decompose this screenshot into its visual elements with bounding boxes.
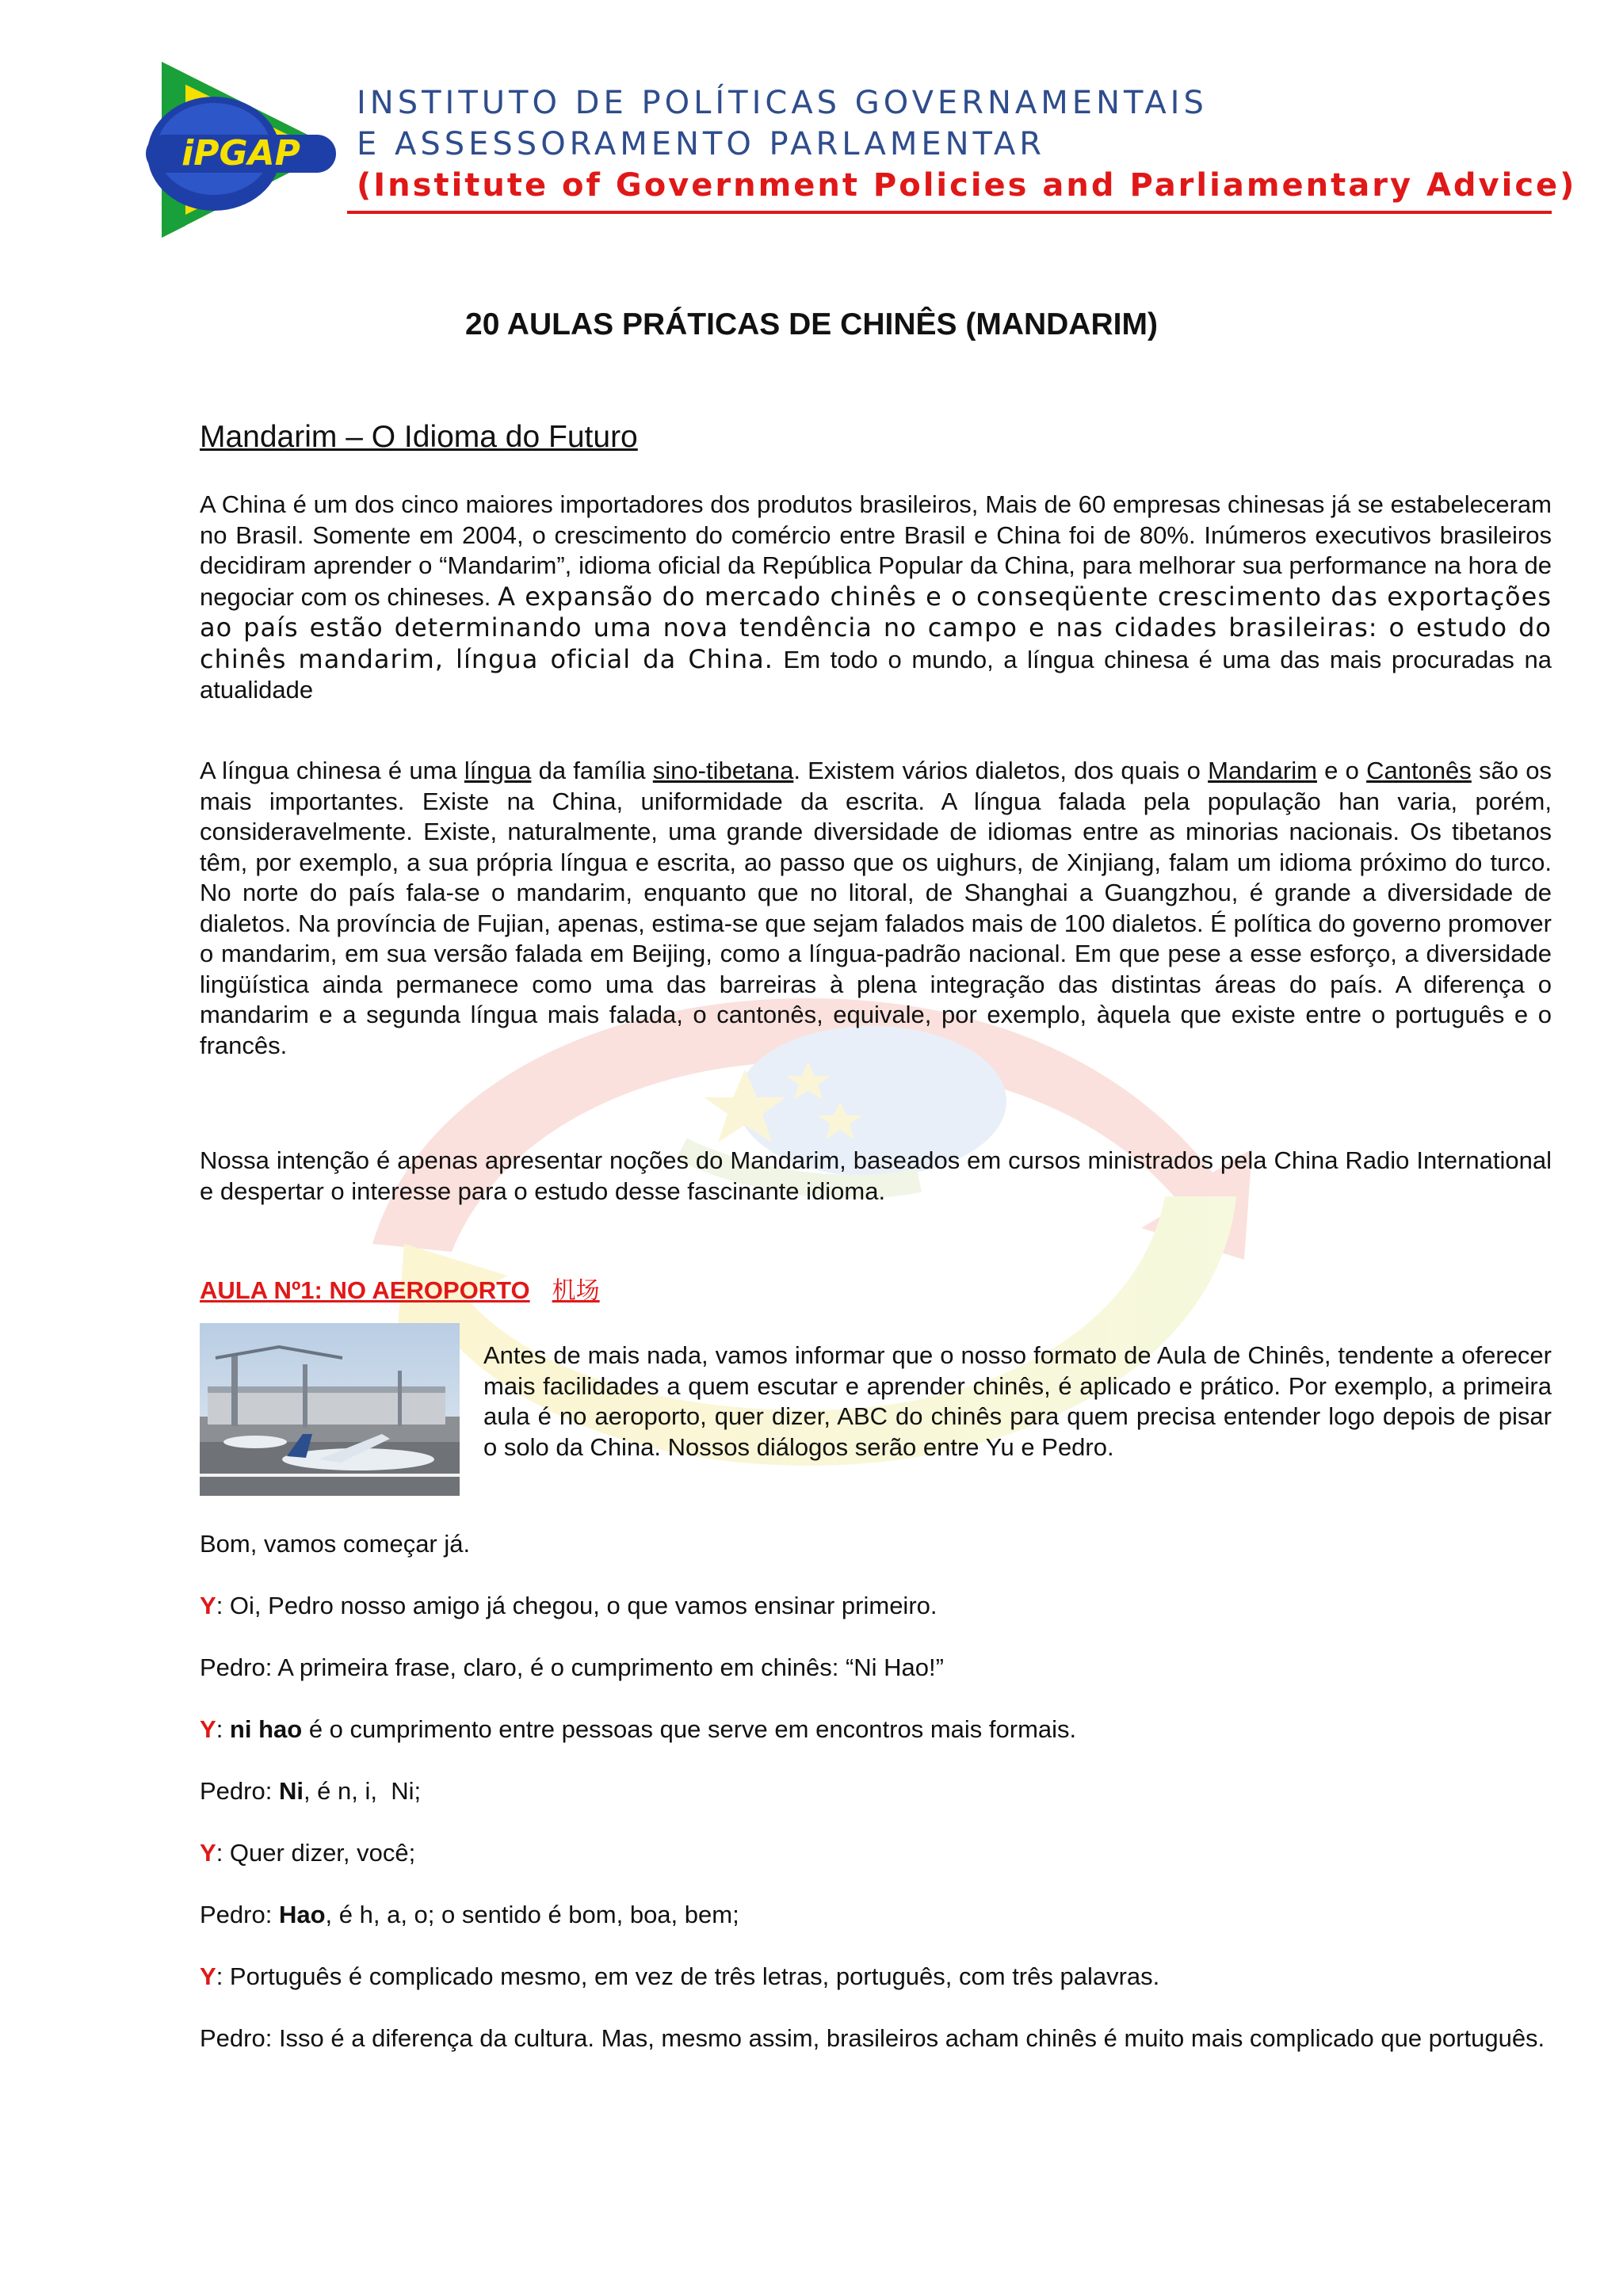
dialogue-line-3 <box>200 1714 1552 1745</box>
institute-name <box>357 82 1576 206</box>
text-run: são os mais importantes. Existe na China, uniformidade da escrita. A língua falada pela população han varia, porém, consideravelmente. Existe, naturalmente, uma grande diversidade de idiomas entre as minorias nacionais. Os tibetanos têm, por exemplo, a sua própria língua e escrita, ao passo que os uighurs, de Xinjiang, falam um idioma próximo do turco. No norte do país fala-se o mandarim, enquanto que no litoral, de Shanghai a Guangzhou, é grande a diversidade de dialetos. Na província de Fujian, apenas, estima-se que sejam falados mais de 100 dialetos. É política do governo promover o mandarim, em sua versão falada em Beijing, como a língua-padrão nacional. Em que pese a esse esforço, a diversidade lingüística ainda permanece como uma das barreiras à plena integração das distintas áreas do país. A diferença o mandarim e a segunda língua mais falada, o cantonês, equivale, por exemplo, àquela que existe entre o português e o francês. <box>200 757 1552 1059</box>
paragraph-intro-part-a: A China é um dos cinco maiores importadores dos produtos brasileiros, Mais de 60 empresas chinesas já se estabeleceram no Brasil. Somente em 2004, o crescimento do comércio entre Brasil e China foi de 80%. Inúmeros executivos brasileiros decidiram aprender o “Mandarim”, idioma oficial da República Popular da China, para melhorar sua performance na hora de negociar com os chineses. <box>200 490 1552 611</box>
dialogue-line-1 <box>200 1591 1552 1622</box>
lesson-heading <box>200 1271 600 1306</box>
link-cantones[interactable]: Cantonês <box>1366 757 1472 784</box>
airport-photo <box>200 1323 460 1496</box>
dialogue-text: , é n, i, Ni; <box>303 1777 422 1805</box>
paragraph-language <box>200 756 1552 1061</box>
dialogue-line-6 <box>200 1900 1552 1931</box>
dialogue-text: é o cumprimento entre pessoas que serve em encontros mais formais. <box>302 1715 1077 1743</box>
dialogue-line-7 <box>200 1962 1552 1993</box>
link-lingua[interactable]: língua <box>464 757 532 784</box>
section-heading: Mandarim – O Idioma do Futuro <box>200 420 638 454</box>
lesson-heading-text: AULA Nº1: NO AEROPORTO <box>200 1276 530 1304</box>
term-hao: Hao <box>278 1901 326 1928</box>
dialogue-text: : Quer dizer, você; <box>216 1839 416 1867</box>
speaker-y: Y <box>200 1962 216 1990</box>
paragraph-intro-part-b: A expansão do mercado chinês e o conseqüente crescimento das exportações ao país estão determinando uma nova tendência no campo e nas cidades brasileiras: o estudo do chinês mandarim, língua oficial da China. <box>200 581 1552 674</box>
institute-line-1: INSTITUTO DE POLÍTICAS GOVERNAMENTAIS <box>357 85 1208 121</box>
dialogue-text: : Oi, Pedro nosso amigo já chegou, o que vamos ensinar primeiro. <box>216 1592 938 1619</box>
link-mandarim[interactable]: Mandarim <box>1208 757 1317 784</box>
paragraph-intro <box>200 490 1552 706</box>
header-divider <box>347 211 1552 214</box>
paragraph-intro-part-c: Em todo o mundo, a língua chinesa é uma das mais procuradas na atualidade <box>200 645 1552 704</box>
dialogue-text: : <box>216 1715 230 1743</box>
lesson-heading-chinese: 机场 <box>552 1277 600 1305</box>
institute-line-3: (Institute of Government Policies and Parliamentary Advice) <box>357 167 1577 204</box>
institute-line-2: E ASSESSORAMENTO PARLAMENTAR <box>357 126 1046 162</box>
speaker-y: Y <box>200 1839 216 1867</box>
ipgap-logo <box>138 62 341 238</box>
document-title: 20 AULAS PRÁTICAS DE CHINÊS (MANDARIM) <box>465 307 1158 341</box>
term-ni: Ni <box>278 1777 304 1805</box>
logo-text: iPGAP <box>181 133 300 174</box>
dialogue-text: , é h, a, o; o sentido é bom, boa, bem; <box>325 1901 739 1928</box>
dialogue-line-4 <box>200 1776 1552 1807</box>
dialogue-text: : Português é complicado mesmo, em vez de três letras, português, com três palavras. <box>216 1962 1160 1990</box>
speaker-y: Y <box>200 1715 216 1743</box>
term-ni-hao: ni hao <box>229 1715 303 1743</box>
text-run: . Existem vários dialetos, dos quais o <box>793 757 1201 784</box>
text-run: e o <box>1324 757 1359 784</box>
dialogue-start: Bom, vamos começar já. <box>200 1530 471 1558</box>
link-sino-tibetana[interactable]: sino-tibetana <box>652 757 794 784</box>
dialogue-line-8: Pedro: Isso é a diferença da cultura. Mas, mesmo assim, brasileiros acham chinês é muito mais complicado que português. <box>200 2024 1545 2052</box>
paragraph-intention: Nossa intenção é apenas apresentar noções do Mandarim, baseados em cursos ministrados pela China Radio International e despertar o interesse para o estudo desse fascinante idioma. <box>200 1146 1552 1205</box>
dialogue-line-5 <box>200 1838 1552 1869</box>
speaker-y: Y <box>200 1592 216 1619</box>
text-run: da família <box>538 757 646 784</box>
dialogue-text: Pedro: <box>200 1901 279 1928</box>
dialogue-text: Pedro: <box>200 1777 279 1805</box>
dialogue-line-2: Pedro: A primeira frase, claro, é o cumprimento em chinês: “Ni Hao!” <box>200 1653 944 1681</box>
lesson-intro: Antes de mais nada, vamos informar que o nosso formato de Aula de Chinês, tendente a oferecer mais facilidades a quem escutar e aprender chinês, é aplicado e prático. Por exemplo, a primeira aula é no aeroporto, quer dizer, ABC do chinês para quem precisa entender logo depois de pisar o solo da China. Nossos diálogos serão entre Yu e Pedro. <box>483 1341 1552 1461</box>
text-run: A língua chinesa é uma <box>200 757 457 784</box>
